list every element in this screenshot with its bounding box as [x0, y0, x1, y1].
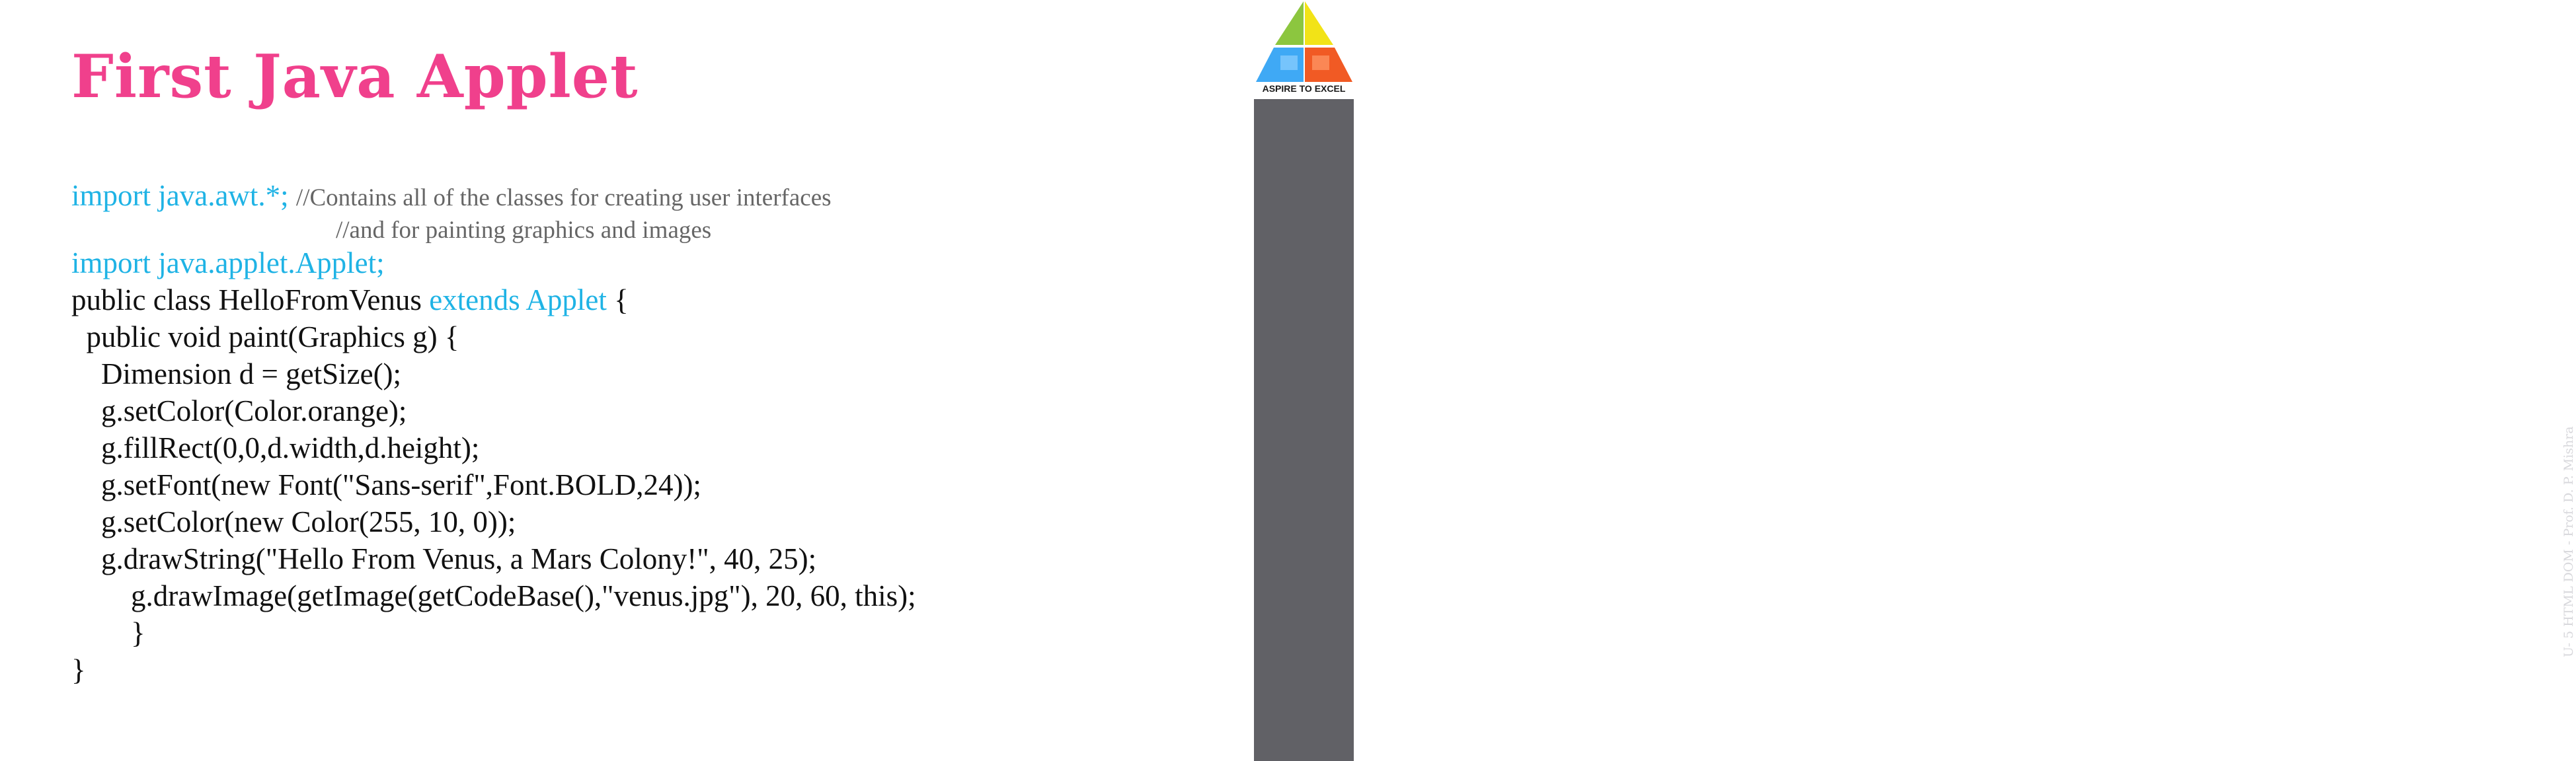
footer-text: U- 5 HTML DOM - Prof. D. P. Mishra	[2561, 426, 2576, 657]
code-keyword: import java.awt.*;	[71, 179, 289, 212]
code-keyword: extends Applet	[429, 283, 607, 316]
code-line-6: Dimension d = getSize();	[71, 357, 402, 390]
code-comment: //Contains all of the classes for creating user interfaces	[295, 184, 832, 211]
code-line-9: g.setFont(new Font("Sans-serif",Font.BOLD,24));	[71, 468, 701, 501]
code-line-14: }	[71, 653, 86, 686]
right-sidebar	[1254, 0, 2576, 761]
aspire-logo	[1254, 0, 1354, 99]
logo-text: ASPIRE TO EXCEL	[1262, 83, 1346, 94]
code-line-3	[71, 244, 385, 281]
code-line-8: g.fillRect(0,0,d.width,d.height);	[71, 431, 480, 464]
code-comment: //and for painting graphics and images	[336, 217, 712, 244]
code-line-7: g.setColor(Color.orange);	[71, 394, 407, 427]
code-line-4	[71, 281, 629, 318]
logo-triangle-icon	[1254, 0, 1354, 83]
code-line-11: g.drawString("Hello From Venus, a Mars Colony!", 40, 25);	[71, 542, 817, 575]
code-line-2	[336, 209, 711, 249]
code-line-10: g.setColor(new Color(255, 10, 0));	[71, 505, 516, 538]
code-line-13: }	[71, 616, 145, 649]
code-line-12: g.drawImage(getImage(getCodeBase(),"venus.jpg"), 20, 60, this);	[71, 579, 916, 612]
code-block	[71, 177, 916, 727]
code-text: public class HelloFromVenus	[71, 283, 430, 316]
code-keyword: import java.applet.Applet;	[71, 246, 385, 279]
code-line-5: public void paint(Graphics g) {	[71, 320, 459, 353]
slide-title: First Java Applet	[71, 42, 639, 112]
code-text: {	[606, 283, 629, 316]
